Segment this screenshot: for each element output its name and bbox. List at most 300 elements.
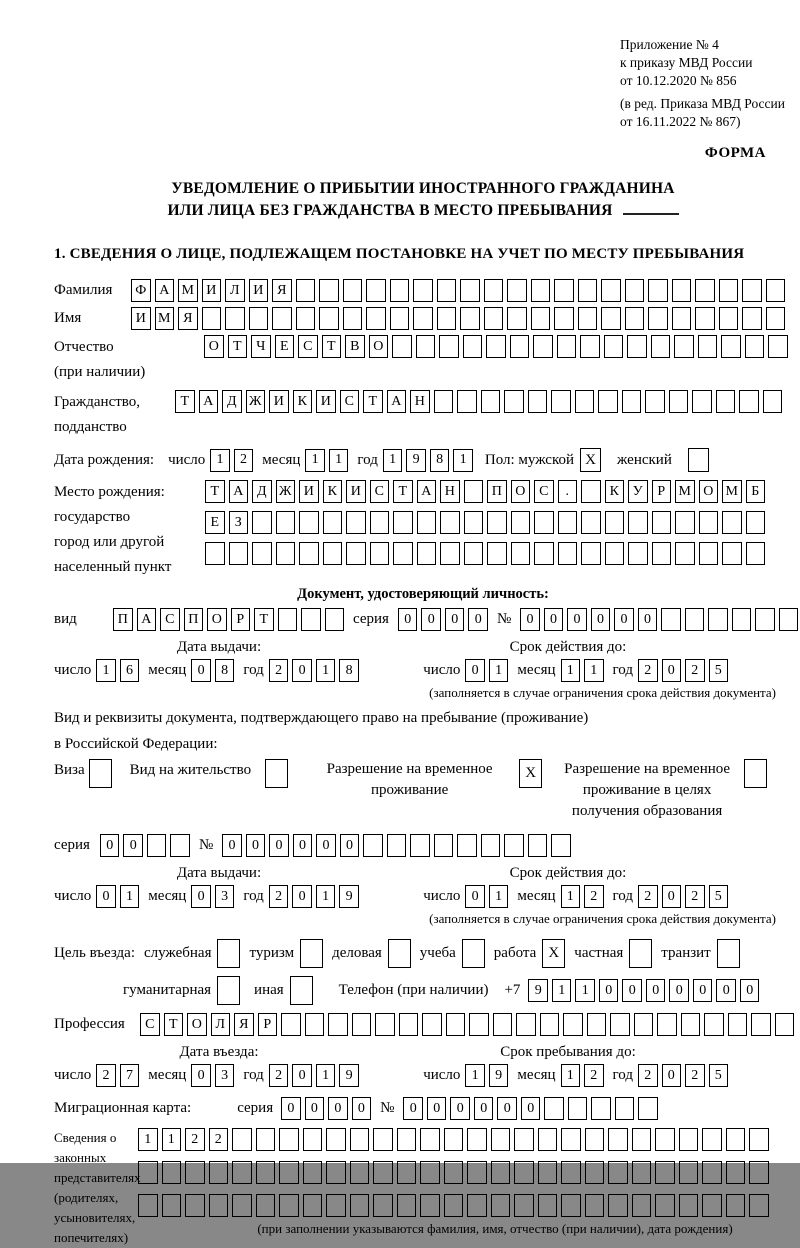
form-cell[interactable] (605, 511, 625, 534)
form-cell[interactable] (661, 608, 681, 631)
form-cell[interactable] (581, 542, 601, 565)
form-cell[interactable] (352, 1013, 372, 1036)
male-checkbox[interactable]: X (580, 448, 601, 472)
purpose-work-checkbox[interactable]: X (542, 939, 565, 968)
form-cell[interactable]: 1 (138, 1128, 158, 1151)
form-cell[interactable] (554, 279, 574, 302)
form-cell[interactable] (209, 1161, 229, 1184)
form-cell[interactable]: 0 (191, 1064, 211, 1087)
form-cell[interactable]: 0 (246, 834, 266, 857)
form-cell[interactable] (632, 1128, 652, 1151)
form-cell[interactable] (444, 1194, 464, 1217)
form-cell[interactable]: 0 (352, 1097, 372, 1120)
form-cell[interactable] (504, 390, 524, 413)
form-cell[interactable] (685, 608, 705, 631)
form-cell[interactable] (413, 279, 433, 302)
form-cell[interactable] (575, 390, 595, 413)
form-cell[interactable]: 5 (709, 885, 729, 908)
form-cell[interactable]: 2 (269, 659, 289, 682)
form-cell[interactable] (551, 834, 571, 857)
form-cell[interactable] (533, 335, 553, 358)
form-cell[interactable] (390, 307, 410, 330)
form-cell[interactable]: О (187, 1013, 207, 1036)
form-cell[interactable] (608, 1161, 628, 1184)
form-cell[interactable]: В (345, 335, 365, 358)
form-cell[interactable] (514, 1194, 534, 1217)
form-cell[interactable]: 9 (339, 1064, 359, 1087)
temp-residence-checkbox[interactable]: X (519, 759, 542, 788)
form-cell[interactable] (507, 279, 527, 302)
form-cell[interactable]: С (534, 480, 554, 503)
form-cell[interactable] (768, 335, 788, 358)
form-cell[interactable] (591, 1097, 611, 1120)
form-cell[interactable] (252, 542, 272, 565)
form-cell[interactable] (460, 307, 480, 330)
form-cell[interactable] (278, 608, 298, 631)
form-cell[interactable] (366, 307, 386, 330)
form-cell[interactable] (420, 1194, 440, 1217)
form-cell[interactable]: 0 (646, 979, 666, 1002)
form-cell[interactable] (434, 390, 454, 413)
form-cell[interactable] (516, 1013, 536, 1036)
form-cell[interactable]: М (178, 279, 198, 302)
form-cell[interactable] (657, 1013, 677, 1036)
form-cell[interactable] (751, 1013, 771, 1036)
form-cell[interactable]: 0 (662, 1064, 682, 1087)
female-checkbox[interactable] (688, 448, 709, 472)
form-cell[interactable] (162, 1194, 182, 1217)
form-cell[interactable]: 2 (638, 659, 658, 682)
form-cell[interactable] (625, 307, 645, 330)
purpose-business-checkbox[interactable] (388, 939, 411, 968)
form-cell[interactable]: О (511, 480, 531, 503)
form-cell[interactable] (484, 279, 504, 302)
form-cell[interactable] (326, 1161, 346, 1184)
form-cell[interactable]: 0 (520, 608, 540, 631)
form-cell[interactable]: 1 (316, 885, 336, 908)
form-cell[interactable] (303, 1161, 323, 1184)
form-cell[interactable]: С (160, 608, 180, 631)
form-cell[interactable] (373, 1161, 393, 1184)
form-cell[interactable] (587, 1013, 607, 1036)
form-cell[interactable] (551, 390, 571, 413)
form-cell[interactable] (601, 307, 621, 330)
form-cell[interactable] (538, 1128, 558, 1151)
form-cell[interactable] (746, 542, 766, 565)
form-cell[interactable]: 0 (662, 659, 682, 682)
form-cell[interactable]: 0 (191, 885, 211, 908)
form-cell[interactable] (581, 480, 601, 503)
form-cell[interactable]: П (184, 608, 204, 631)
form-cell[interactable]: 1 (552, 979, 572, 1002)
form-cell[interactable] (511, 511, 531, 534)
purpose-transit-checkbox[interactable] (717, 939, 740, 968)
form-cell[interactable] (439, 335, 459, 358)
form-cell[interactable]: Я (178, 307, 198, 330)
form-cell[interactable] (601, 279, 621, 302)
form-cell[interactable] (544, 1097, 564, 1120)
form-cell[interactable]: А (155, 279, 175, 302)
form-cell[interactable]: 0 (614, 608, 634, 631)
form-cell[interactable] (585, 1194, 605, 1217)
form-cell[interactable] (467, 1161, 487, 1184)
form-cell[interactable] (719, 279, 739, 302)
form-cell[interactable]: И (269, 390, 289, 413)
form-cell[interactable]: А (137, 608, 157, 631)
form-cell[interactable]: И (202, 279, 222, 302)
form-cell[interactable] (726, 1194, 746, 1217)
form-cell[interactable] (256, 1194, 276, 1217)
form-cell[interactable]: 1 (584, 659, 604, 682)
form-cell[interactable] (417, 511, 437, 534)
form-cell[interactable] (491, 1194, 511, 1217)
form-cell[interactable] (580, 335, 600, 358)
form-cell[interactable]: Е (275, 335, 295, 358)
form-cell[interactable] (628, 542, 648, 565)
form-cell[interactable]: 0 (662, 885, 682, 908)
form-cell[interactable]: Т (254, 608, 274, 631)
form-cell[interactable] (558, 542, 578, 565)
form-cell[interactable]: Б (746, 480, 766, 503)
form-cell[interactable]: 9 (528, 979, 548, 1002)
form-cell[interactable] (420, 1161, 440, 1184)
form-cell[interactable]: М (675, 480, 695, 503)
form-cell[interactable]: Ж (276, 480, 296, 503)
form-cell[interactable] (350, 1161, 370, 1184)
form-cell[interactable]: К (293, 390, 313, 413)
form-cell[interactable]: М (722, 480, 742, 503)
form-cell[interactable] (534, 511, 554, 534)
form-cell[interactable] (766, 279, 786, 302)
form-cell[interactable] (170, 834, 190, 857)
form-cell[interactable] (397, 1161, 417, 1184)
form-cell[interactable] (370, 511, 390, 534)
form-cell[interactable]: О (369, 335, 389, 358)
form-cell[interactable]: 0 (740, 979, 760, 1002)
form-cell[interactable]: 5 (709, 1064, 729, 1087)
form-cell[interactable] (387, 834, 407, 857)
form-cell[interactable]: Л (211, 1013, 231, 1036)
form-cell[interactable] (279, 1161, 299, 1184)
form-cell[interactable]: 0 (421, 608, 441, 631)
form-cell[interactable]: 1 (465, 1064, 485, 1087)
form-cell[interactable]: . (558, 480, 578, 503)
form-cell[interactable] (749, 1128, 769, 1151)
form-cell[interactable]: 2 (685, 885, 705, 908)
form-cell[interactable] (719, 307, 739, 330)
form-cell[interactable]: А (387, 390, 407, 413)
form-cell[interactable] (716, 390, 736, 413)
form-cell[interactable] (648, 307, 668, 330)
form-cell[interactable]: 0 (445, 608, 465, 631)
form-cell[interactable]: 8 (339, 659, 359, 682)
form-cell[interactable] (481, 834, 501, 857)
form-cell[interactable] (726, 1128, 746, 1151)
form-cell[interactable]: 0 (468, 608, 488, 631)
form-cell[interactable]: 0 (591, 608, 611, 631)
form-cell[interactable] (343, 307, 363, 330)
form-cell[interactable] (698, 335, 718, 358)
form-cell[interactable] (138, 1194, 158, 1217)
form-cell[interactable] (669, 390, 689, 413)
form-cell[interactable]: Ф (131, 279, 151, 302)
form-cell[interactable]: С (298, 335, 318, 358)
form-cell[interactable] (326, 1194, 346, 1217)
form-cell[interactable] (561, 1194, 581, 1217)
form-cell[interactable] (726, 1161, 746, 1184)
form-cell[interactable]: О (699, 480, 719, 503)
form-cell[interactable] (299, 511, 319, 534)
form-cell[interactable]: 0 (398, 608, 418, 631)
form-cell[interactable] (632, 1161, 652, 1184)
form-cell[interactable] (205, 542, 225, 565)
form-cell[interactable]: 0 (716, 979, 736, 1002)
form-cell[interactable]: 2 (185, 1128, 205, 1151)
form-cell[interactable]: 1 (453, 449, 473, 472)
form-cell[interactable] (755, 608, 775, 631)
form-cell[interactable] (672, 279, 692, 302)
form-cell[interactable] (507, 307, 527, 330)
form-cell[interactable]: 5 (709, 659, 729, 682)
form-cell[interactable]: 1 (120, 885, 140, 908)
form-cell[interactable]: 9 (406, 449, 426, 472)
form-cell[interactable]: 1 (96, 659, 116, 682)
form-cell[interactable]: 0 (340, 834, 360, 857)
form-cell[interactable] (393, 511, 413, 534)
form-cell[interactable]: 0 (427, 1097, 447, 1120)
form-cell[interactable] (457, 834, 477, 857)
form-cell[interactable] (299, 542, 319, 565)
form-cell[interactable]: М (155, 307, 175, 330)
form-cell[interactable] (561, 1128, 581, 1151)
form-cell[interactable] (373, 1128, 393, 1151)
form-cell[interactable] (504, 834, 524, 857)
form-cell[interactable]: 1 (210, 449, 230, 472)
form-cell[interactable] (732, 608, 752, 631)
form-cell[interactable] (652, 542, 672, 565)
form-cell[interactable] (363, 834, 383, 857)
form-cell[interactable] (138, 1161, 158, 1184)
form-cell[interactable]: К (323, 480, 343, 503)
form-cell[interactable]: И (249, 279, 269, 302)
form-cell[interactable]: Т (228, 335, 248, 358)
form-cell[interactable] (373, 1194, 393, 1217)
form-cell[interactable] (410, 834, 430, 857)
form-cell[interactable] (440, 511, 460, 534)
form-cell[interactable]: Т (322, 335, 342, 358)
form-cell[interactable] (370, 542, 390, 565)
form-cell[interactable]: О (207, 608, 227, 631)
form-cell[interactable]: 8 (430, 449, 450, 472)
form-cell[interactable] (319, 279, 339, 302)
form-cell[interactable]: 0 (638, 608, 658, 631)
form-cell[interactable] (185, 1161, 205, 1184)
form-cell[interactable]: 7 (120, 1064, 140, 1087)
form-cell[interactable]: 0 (693, 979, 713, 1002)
purpose-private-checkbox[interactable] (629, 939, 652, 968)
form-cell[interactable] (722, 511, 742, 534)
form-cell[interactable] (692, 390, 712, 413)
form-cell[interactable] (256, 1128, 276, 1151)
form-cell[interactable]: 6 (120, 659, 140, 682)
form-cell[interactable] (446, 1013, 466, 1036)
form-cell[interactable] (491, 1161, 511, 1184)
form-cell[interactable]: 0 (305, 1097, 325, 1120)
form-cell[interactable]: 0 (497, 1097, 517, 1120)
form-cell[interactable] (511, 542, 531, 565)
form-cell[interactable]: 9 (489, 1064, 509, 1087)
form-cell[interactable] (632, 1194, 652, 1217)
form-cell[interactable] (252, 511, 272, 534)
form-cell[interactable] (581, 511, 601, 534)
form-cell[interactable] (301, 608, 321, 631)
form-cell[interactable]: Р (652, 480, 672, 503)
form-cell[interactable]: 1 (561, 1064, 581, 1087)
form-cell[interactable] (638, 1097, 658, 1120)
form-cell[interactable] (276, 511, 296, 534)
form-cell[interactable] (585, 1161, 605, 1184)
form-cell[interactable] (467, 1194, 487, 1217)
form-cell[interactable]: 0 (292, 885, 312, 908)
form-cell[interactable] (281, 1013, 301, 1036)
form-cell[interactable] (249, 307, 269, 330)
form-cell[interactable]: 0 (622, 979, 642, 1002)
form-cell[interactable]: Я (234, 1013, 254, 1036)
form-cell[interactable]: 0 (96, 885, 116, 908)
form-cell[interactable] (585, 1128, 605, 1151)
form-cell[interactable] (728, 1013, 748, 1036)
form-cell[interactable] (625, 279, 645, 302)
form-cell[interactable]: 0 (474, 1097, 494, 1120)
form-cell[interactable]: А (417, 480, 437, 503)
form-cell[interactable] (708, 608, 728, 631)
form-cell[interactable] (699, 542, 719, 565)
form-cell[interactable] (528, 834, 548, 857)
form-cell[interactable] (209, 1194, 229, 1217)
form-cell[interactable] (323, 511, 343, 534)
form-cell[interactable] (326, 1128, 346, 1151)
form-cell[interactable] (674, 335, 694, 358)
form-cell[interactable] (538, 1161, 558, 1184)
form-cell[interactable] (464, 511, 484, 534)
form-cell[interactable] (679, 1128, 699, 1151)
form-cell[interactable] (699, 511, 719, 534)
form-cell[interactable]: И (346, 480, 366, 503)
form-cell[interactable]: 2 (584, 1064, 604, 1087)
form-cell[interactable]: 2 (96, 1064, 116, 1087)
form-cell[interactable] (605, 542, 625, 565)
form-cell[interactable] (648, 279, 668, 302)
form-cell[interactable] (162, 1161, 182, 1184)
form-cell[interactable] (350, 1194, 370, 1217)
form-cell[interactable] (722, 542, 742, 565)
form-cell[interactable]: Н (440, 480, 460, 503)
form-cell[interactable]: 2 (685, 1064, 705, 1087)
form-cell[interactable] (256, 1161, 276, 1184)
form-cell[interactable]: Я (272, 279, 292, 302)
form-cell[interactable]: 2 (209, 1128, 229, 1151)
form-cell[interactable] (486, 335, 506, 358)
form-cell[interactable]: Р (231, 608, 251, 631)
form-cell[interactable] (538, 1194, 558, 1217)
form-cell[interactable] (610, 1013, 630, 1036)
form-cell[interactable]: З (229, 511, 249, 534)
form-cell[interactable]: К (605, 480, 625, 503)
form-cell[interactable]: 1 (316, 659, 336, 682)
form-cell[interactable]: 2 (584, 885, 604, 908)
form-cell[interactable] (416, 335, 436, 358)
form-cell[interactable] (702, 1161, 722, 1184)
form-cell[interactable] (554, 307, 574, 330)
form-cell[interactable] (745, 335, 765, 358)
form-cell[interactable]: У (628, 480, 648, 503)
form-cell[interactable]: Р (258, 1013, 278, 1036)
form-cell[interactable]: 0 (567, 608, 587, 631)
form-cell[interactable] (323, 542, 343, 565)
form-cell[interactable] (540, 1013, 560, 1036)
form-cell[interactable] (413, 307, 433, 330)
form-cell[interactable]: А (199, 390, 219, 413)
form-cell[interactable] (366, 279, 386, 302)
form-cell[interactable] (463, 335, 483, 358)
form-cell[interactable] (608, 1128, 628, 1151)
form-cell[interactable] (695, 279, 715, 302)
form-cell[interactable] (346, 511, 366, 534)
form-cell[interactable] (514, 1128, 534, 1151)
form-cell[interactable]: 2 (638, 885, 658, 908)
purpose-humanitarian-checkbox[interactable] (217, 976, 240, 1005)
form-cell[interactable]: 0 (544, 608, 564, 631)
form-cell[interactable] (393, 542, 413, 565)
form-cell[interactable]: 0 (403, 1097, 423, 1120)
form-cell[interactable]: 0 (222, 834, 242, 857)
form-cell[interactable]: 1 (489, 885, 509, 908)
form-cell[interactable]: 0 (292, 659, 312, 682)
form-cell[interactable]: 3 (215, 1064, 235, 1087)
form-cell[interactable]: 0 (316, 834, 336, 857)
form-cell[interactable] (437, 279, 457, 302)
form-cell[interactable] (303, 1194, 323, 1217)
temp-residence-education-checkbox[interactable] (744, 759, 767, 788)
form-cell[interactable] (604, 335, 624, 358)
form-cell[interactable]: 0 (465, 885, 485, 908)
form-cell[interactable]: 0 (599, 979, 619, 1002)
form-cell[interactable]: 1 (561, 885, 581, 908)
form-cell[interactable] (328, 1013, 348, 1036)
form-cell[interactable] (147, 834, 167, 857)
form-cell[interactable]: 0 (328, 1097, 348, 1120)
form-cell[interactable]: 9 (339, 885, 359, 908)
form-cell[interactable] (655, 1194, 675, 1217)
form-cell[interactable] (675, 542, 695, 565)
form-cell[interactable] (481, 390, 501, 413)
form-cell[interactable] (615, 1097, 635, 1120)
form-cell[interactable]: Д (252, 480, 272, 503)
purpose-other-checkbox[interactable] (290, 976, 313, 1005)
form-cell[interactable] (627, 335, 647, 358)
form-cell[interactable] (460, 279, 480, 302)
form-cell[interactable]: С (140, 1013, 160, 1036)
form-cell[interactable] (464, 480, 484, 503)
form-cell[interactable] (232, 1194, 252, 1217)
form-cell[interactable] (279, 1128, 299, 1151)
form-cell[interactable] (444, 1128, 464, 1151)
form-cell[interactable] (568, 1097, 588, 1120)
form-cell[interactable] (346, 542, 366, 565)
form-cell[interactable] (202, 307, 222, 330)
form-cell[interactable] (563, 1013, 583, 1036)
form-cell[interactable]: 1 (561, 659, 581, 682)
